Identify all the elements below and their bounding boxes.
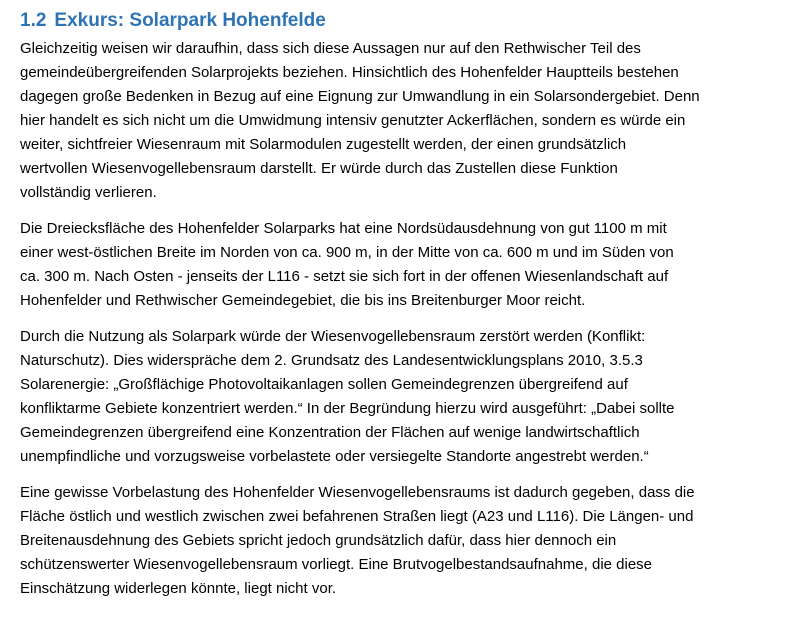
text-line: Gleichzeitig weisen wir daraufhin, dass sich diese Aussagen nur auf den Rethwischer Teil des [20,40,641,57]
text-line: weiter, sichtfreier Wiesenraum mit Solarmodulen zugestellt werden, der einen grundsätzlich [20,136,627,153]
paragraph-3 [20,325,792,469]
text-line: Solarenergie: „Großflächige Photovoltaikanlagen sollen Gemeindegrenzen übergreifend auf [20,376,628,393]
text-line: Eine gewisse Vorbelastung des Hohenfelder Wiesenvogellebensraums ist dadurch gegeben, dass die [20,484,695,501]
text-line: schützenswerter Wiesenvogellebensraum vorliegt. Eine Brutvogelbestandsaufnahme, die diese [20,556,653,573]
text-line: ca. 300 m. Nach Osten - jenseits der L116 - setzt sie sich fort in der offenen Wiesenlandschaft auf [20,268,669,285]
text-line: wertvollen Wiesenvogellebensraum darstellt. Er würde durch das Zustellen diese Funktion [20,160,618,177]
text-line: hier handelt es sich nicht um die Umwidmung intensiv genutzter Ackerflächen, sondern es würde ein [20,112,686,129]
text-line: Die Dreiecksfläche des Hohenfelder Solarparks hat eine Nordsüdausdehnung von gut 1100 m mit [20,220,667,237]
section-number: 1.2 [20,10,47,31]
section-heading [20,8,792,34]
text-line: unempfindliche und vorzugsweise vorbelastete oder versiegelte Standorte angestrebt werden.“ [20,448,649,465]
text-line: Gemeindegrenzen übergreifend eine Konzentration der Flächen auf wenige landwirtschaftlich [20,424,640,441]
text-line: Einschätzung widerlegen könnte, liegt nicht vor. [20,580,337,597]
text-line: gemeindeübergreifenden Solarprojekts beziehen. Hinsichtlich des Hohenfelder Hauptteils bestehen [20,64,679,81]
document-page [20,8,792,613]
text-line: Hohenfelder und Rethwischer Gemeindegebiet, die bis ins Breitenburger Moor reicht. [20,292,586,309]
text-line: Fläche östlich und westlich zwischen zwei befahrenen Straßen liegt (A23 und L116). Die Längen- und [20,508,694,525]
text-line: Naturschutz). Dies widerspräche dem 2. Grundsatz des Landesentwicklungsplans 2010, 3.5.3 [20,352,643,369]
text-line: konfliktarme Gebiete konzentriert werden.“ In der Begründung hierzu wird ausgeführt: „Dabei sollte [20,400,675,417]
text-line: Breitenausdehnung des Gebiets spricht jedoch grundsätzlich dafür, dass hier dennoch ein [20,532,617,549]
text-line: einer west-östlichen Breite im Norden von ca. 900 m, in der Mitte von ca. 600 m und im Süden von [20,244,674,261]
text-line: Durch die Nutzung als Solarpark würde der Wiesenvogellebensraum zerstört werden (Konflikt: [20,328,646,345]
text-line: vollständig verlieren. [20,184,157,201]
section-title: Exkurs: Solarpark Hohenfelde [54,10,326,31]
text-line: dagegen große Bedenken in Bezug auf eine Eignung zur Umwandlung in ein Solarsondergebiet. Denn [20,88,700,105]
paragraph-2 [20,217,792,313]
paragraph-4 [20,481,792,601]
paragraph-1 [20,37,792,205]
